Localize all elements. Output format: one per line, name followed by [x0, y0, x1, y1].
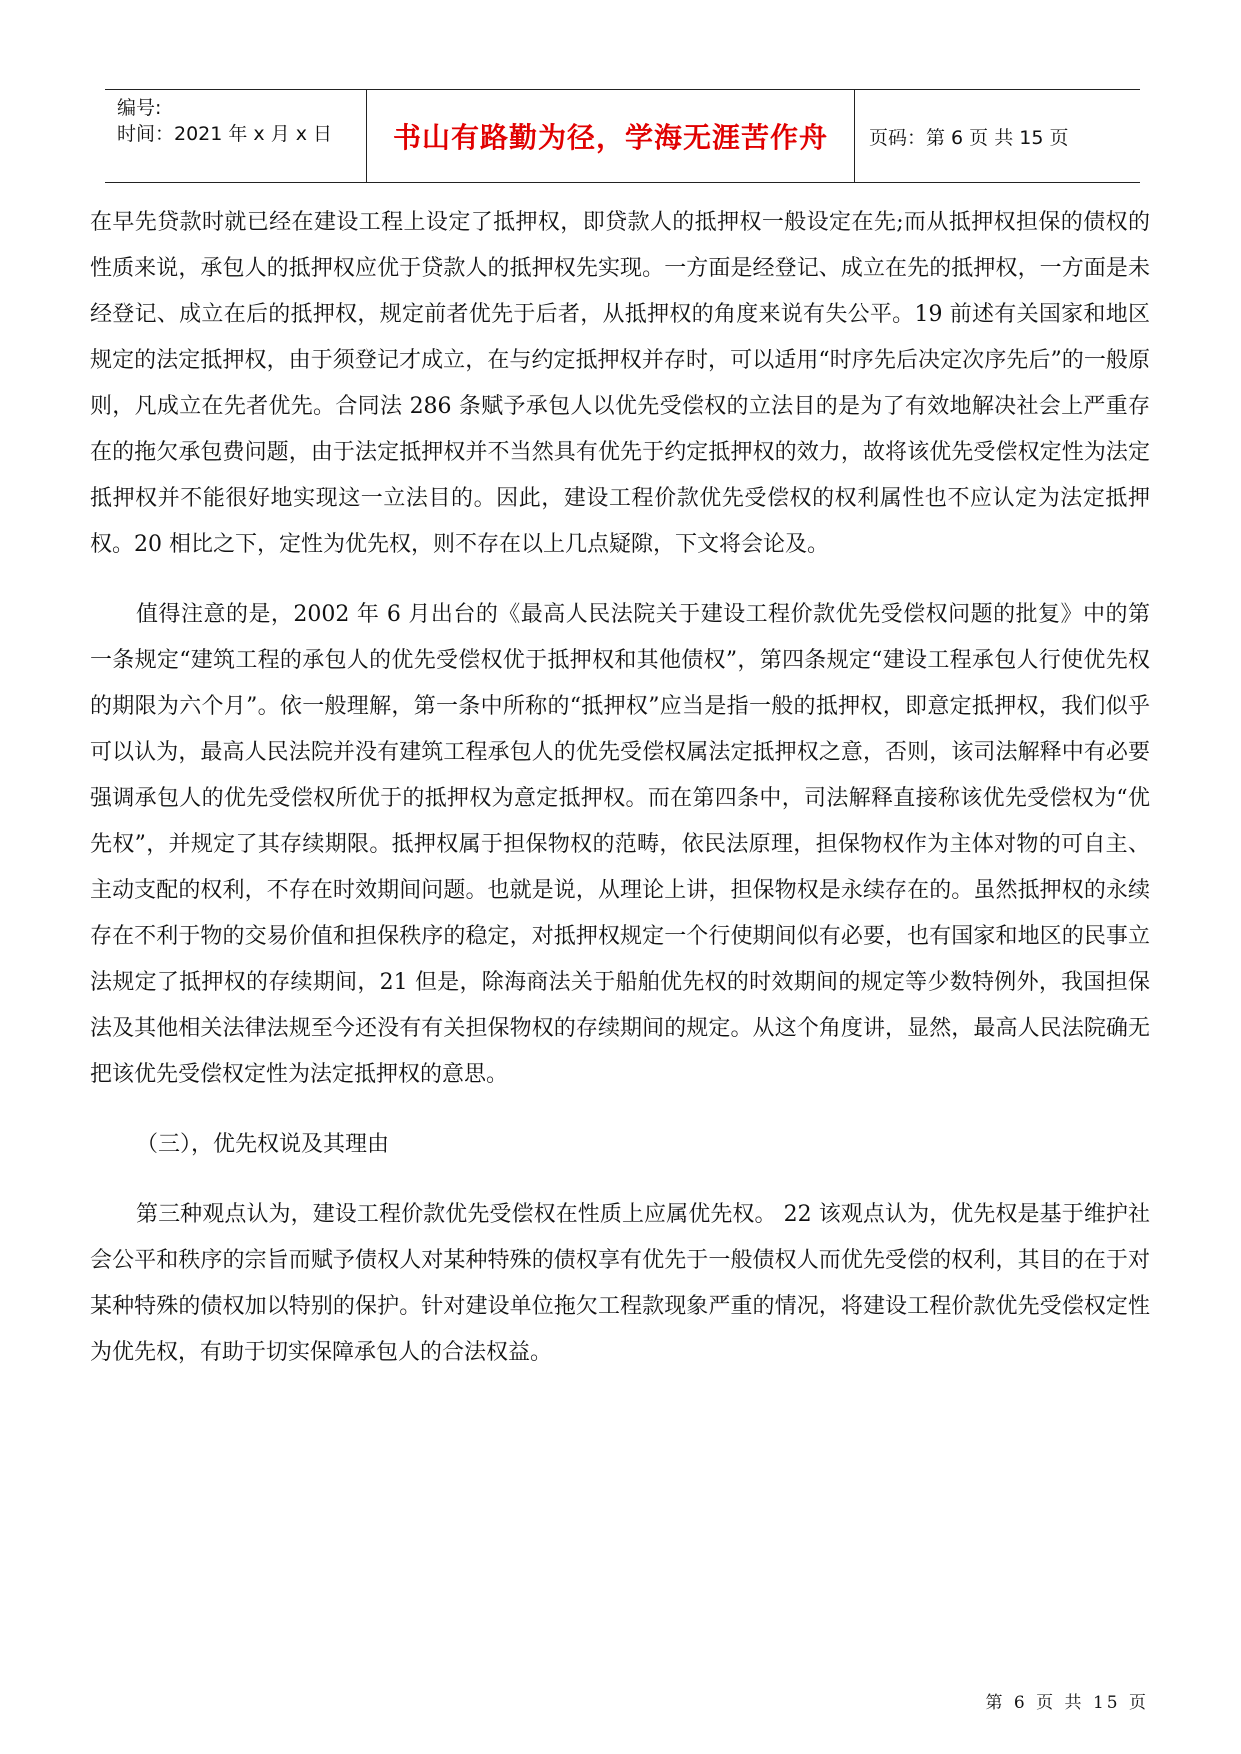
time-label: 时间：2021 年 x 月 x 日	[117, 123, 333, 145]
header-meta	[105, 90, 367, 182]
page-info: 页码：第 6 页 共 15 页	[869, 126, 1069, 149]
number-label: 编号:	[117, 97, 162, 119]
header-motto-cell	[367, 90, 855, 182]
section-heading: （三），优先权说及其理由	[136, 1132, 390, 1157]
paragraph-3: 第三种观点认为，建设工程价款优先受偿权在性质上应属优先权。 22 该观点认为，优先权是基于维护社会公平和秩序的宗旨而赋予债权人对某种特殊的债权享有优先于一般债权人而优先受偿的权利，其目的在于对某种特殊的债权加以特别的保护。针对建设单位拖欠工程款现象严重的情况，将建设工程价款优先受偿权定性为优先权，有助于切实保障承包人的合法权益。	[90, 1202, 1150, 1365]
paragraph-1: 在早先贷款时就已经在建设工程上设定了抵押权，即贷款人的抵押权一般设定在先;而从抵押权担保的债权的性质来说，承包人的抵押权应优于贷款人的抵押权先实现。一方面是经登记、成立在先的抵押权，一方面是未经登记、成立在后的抵押权，规定前者优先于后者，从抵押权的角度来说有失公平。19 前述有关国家和地区规定的法定抵押权，由于须登记才成立，在与约定抵押权并存时，可以适用“时序先后决定次序先后”的一般原则，凡成立在先者优先。合同法 286 条赋予承包人以优先受偿权的立法目的是为了有效地解决社会上严重存在的拖欠承包费问题，由于法定抵押权并不当然具有优先于约定抵押权的效力，故将该优先受偿权定性为法定抵押权并不能很好地实现这一立法目的。因此，建设工程价款优先受偿权的权利属性也不应认定为法定抵押权。20 相比之下，定性为优先权，则不存在以上几点疑隙，下文将会论及。	[90, 210, 1150, 557]
paragraph-2: 值得注意的是，2002 年 6 月出台的《最高人民法院关于建设工程价款优先受偿权问题的批复》中的第一条规定“建筑工程的承包人的优先受偿权优于抵押权和其他债权”，第四条规定“建设工程承包人行使优先权的期限为六个月”。依一般理解，第一条中所称的“抵押权”应当是指一般的抵押权，即意定抵押权，我们似乎可以认为，最高人民法院并没有建筑工程承包人的优先受偿权属法定抵押权之意，否则，该司法解释中有必要强调承包人的优先受偿权所优于的抵押权为意定抵押权。而在第四条中，司法解释直接称该优先受偿权为“优先权”，并规定了其存续期限。抵押权属于担保物权的范畴，依民法原理，担保物权作为主体对物的可自主、主动支配的权利，不存在时效期间问题。也就是说，从理论上讲，担保物权是永续存在的。虽然抵押权的永续存在不利于物的交易价值和担保秩序的稳定，对抵押权规定一个行使期间似有必要，也有国家和地区的民事立法规定了抵押权的存续期间，21 但是，除海商法关于船舶优先权的时效期间的规定等少数特例外，我国担保法及其他相关法律法规至今还没有有关担保物权的存续期间的规定。从这个角度讲，显然，最高人民法院确无把该优先受偿权定性为法定抵押权的意思。	[90, 602, 1150, 1087]
document-body	[90, 200, 1150, 1376]
header-page-info-cell	[855, 90, 1140, 182]
page-header	[105, 89, 1140, 183]
page-footer: 第 6 页 共 15 页	[985, 1693, 1149, 1713]
motto-text: 书山有路勤为径，学海无涯苦作舟	[392, 121, 828, 154]
